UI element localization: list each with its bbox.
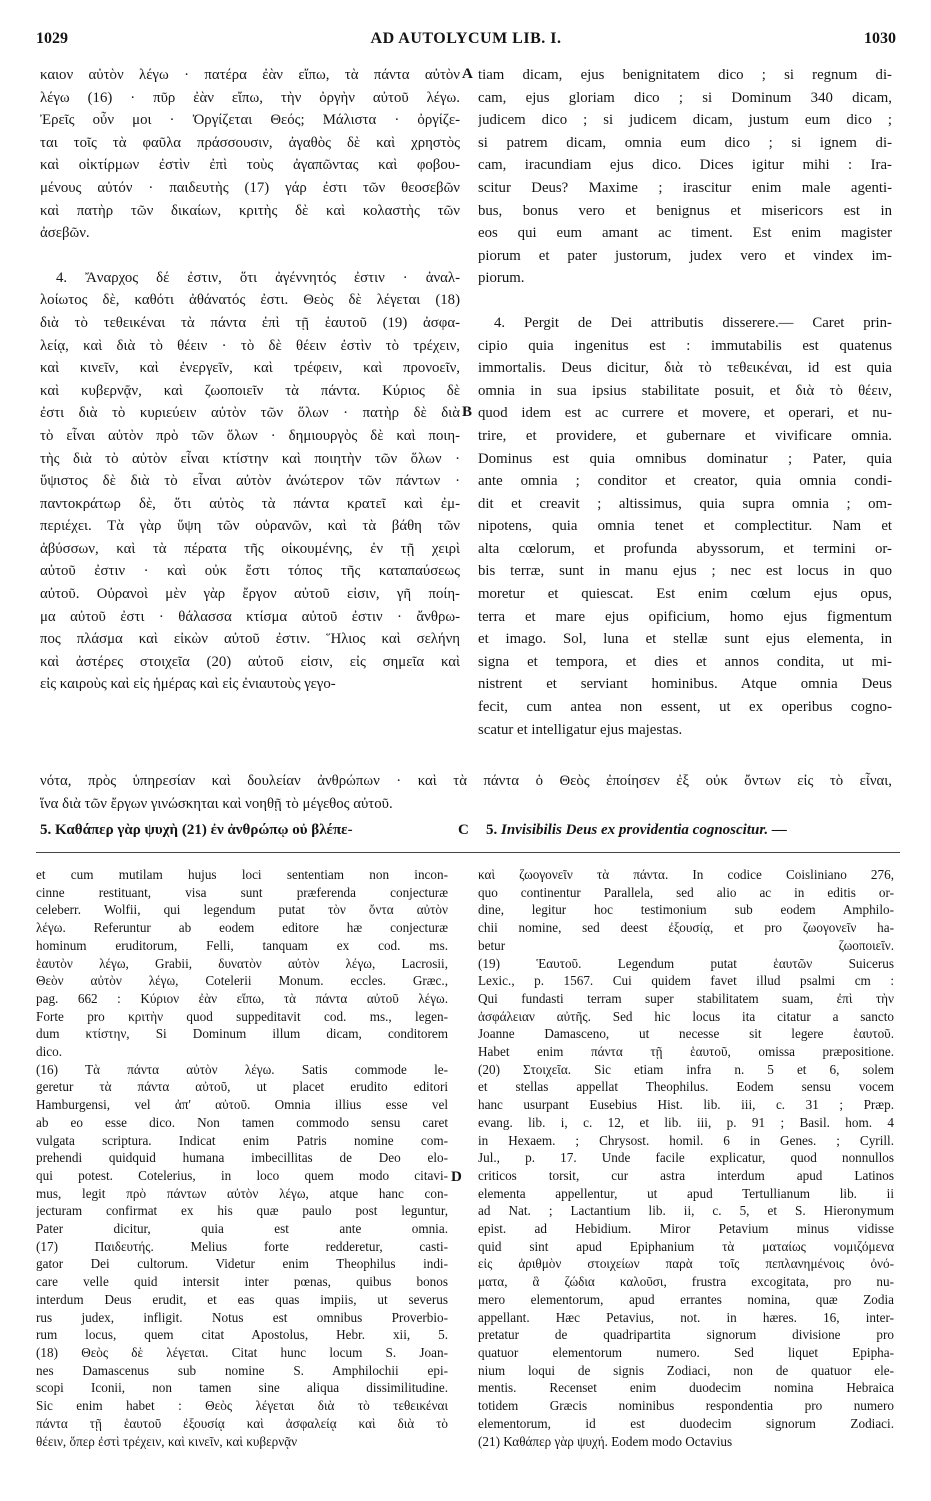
greek-line: ἐστι διὰ τὸ κυριεύειν αὐτὸν τῶν ὅλων · πατὴρ δὲ διὰ: [40, 405, 460, 422]
footnote-line: chii nomine, sed deest ἐξουσίᾳ, et pro ζωογονεῖν ha-: [478, 920, 894, 936]
latin-line: cam, ejus gloriam dico ; si Dominum 340 dicam,: [478, 89, 892, 106]
greek-line: καιον αὐτὸν λέγω · πατέρα ἐὰν εἴπω, τὰ πάντα αὐτὸν: [40, 67, 460, 83]
footnotes-right-column: [478, 866, 894, 1450]
latin-line: judicem dico ; si judicem dicam, justum eum dico ;: [478, 112, 892, 129]
greek-line: νότα, πρὸς ὑπηρεσίαν καὶ δουλείαν ἀνθρώπων · καὶ τὰ πάντα ὁ Θεὸς ἐποίησεν ἐξ οὐκ ὄντων εἰς τὸ εἶναι,: [40, 773, 892, 789]
greek-line: αὐτοῦ ἐστιν · καὶ οὐκ ἔστι τόπος τῆς καταπαύσεως: [40, 563, 460, 580]
footnote-line: scopi Iconii, non tamen sine aliqua dissimilitudine.: [36, 1380, 448, 1396]
latin-line: terra et mare ejus opificium, homo ejus figmentum: [478, 608, 892, 625]
greek-line: τὸ εἶναι αὐτὸν πρὸ τῶν ὅλων · δημιουργὸς δὲ καὶ ποιη-: [40, 427, 460, 444]
latin-line: cam, iracundiam ejus dico. Dices igitur mihi : Ira-: [478, 157, 892, 174]
section-5-latin: [486, 822, 787, 839]
column-marker-d: D: [451, 1169, 462, 1185]
footnote-line: λέγω. Referuntur ab eodem editore hæ conjecturæ: [36, 920, 448, 936]
footnote-line: ἑαυτὸν λέγω, Grabii, δυνατὸν αὐτὸν λέγω, Lacrosii,: [36, 955, 448, 971]
footnote-line: Jul., p. 17. Unde facile explicatur, quod nonnullos: [478, 1150, 894, 1166]
footnote-line: Sic enim habet : Θεὸς λέγεται διὰ τὸ τεθεικέναι: [36, 1398, 448, 1414]
latin-line: piorum.: [478, 270, 525, 287]
greek-line: ὕψιστος δὲ διὰ τὸ εἶναι αὐτὸν ἀνώτερον τῶν πάντων ·: [40, 473, 460, 490]
greek-line: Ἐρεῖς οὖν μοι · Ὀργίζεται Θεός; Μάλιστα · ὀργίζε-: [40, 112, 460, 129]
greek-line: ἀβύσσων, καὶ τὰ πέρατα τῆς οἰκουμένης, ἐν τῇ χειρὶ: [40, 540, 460, 557]
footnote-line: prehendi quidquid humana imbecillitas de Deo elo-: [36, 1150, 448, 1166]
latin-line: bis terræ, sunt in manu ejus ; nec est locus in quo: [478, 563, 892, 580]
footnote-line: θέειν, ὅπερ ἐστὶ τρέχειν, καὶ κινεῖν, καὶ κυβερνᾷν: [36, 1433, 298, 1449]
greek-line: μα αὐτοῦ ἐστι · θάλασσα κτίσμα αὐτοῦ ἐστιν · ἄνθρω-: [40, 608, 460, 625]
footnote-line: ματα, ἃ ζώδια καλοῦσι, frustra excogitata, pro nu-: [478, 1274, 894, 1290]
greek-line: λοίωτος δὲ, καθότι ἀθάνατός ἐστι. Θεὸς δὲ λέγεται (18): [40, 292, 460, 309]
footnote-line: nium loqui de signis Zodiaci, non de quatuor ele-: [478, 1362, 894, 1378]
greek-line: περιέχει. Τὰ γὰρ ὕψη τῶν οὐρανῶν, καὶ τὰ βάθη τῶν: [40, 518, 460, 535]
footnote-line: elementorum, id est duodecim signorum Zodiaci.: [478, 1415, 894, 1431]
footnote-line: Habet enim πάντα τῇ ἑαυτοῦ, omissa præpositione.: [478, 1044, 894, 1060]
footnote-line: in Hexaem. ; Chrysost. homil. 6 in Genes. ; Cyrill.: [478, 1132, 894, 1148]
footnote-line: ἀσφάλειαν αὐτῆς. Sed hic locus ita citatur a sancto: [478, 1008, 894, 1024]
latin-line: si patrem dicam, omnia eum dico ; si ignem di-: [478, 134, 892, 151]
footnote-line: interdum Deus erudit, et eas quas impiis, ut severus: [36, 1291, 448, 1307]
footnote-line: (19) Ἑαυτοῦ. Legendum putat ἑαυτῶν Suicerus: [478, 955, 894, 971]
page-header: [36, 30, 896, 54]
latin-line: moretur et quiescat. Est enim cœlum ejus opus,: [478, 586, 892, 603]
footnote-rule: [36, 852, 900, 853]
greek-line: ται τοῖς τὰ φαῦλα πράσσουσιν, ἀγαθὸς δὲ καὶ χρηστὸς: [40, 134, 460, 151]
latin-line: signa et tempora, et dies et annos condita, ut mi-: [478, 653, 892, 670]
latin-line: eos qui eum amant ac timent. Est enim magister: [478, 225, 892, 242]
page-number-right: 1030: [864, 30, 896, 47]
latin-line: ante omnia ; conditor et creator, quia omnia condi-: [478, 473, 892, 490]
greek-line: μένους αὐτόν · παιδευτὴς (17) γάρ ἐστι τῶν θεοσεβῶν: [40, 179, 460, 196]
section-5-number: 5.: [486, 822, 498, 838]
footnote-line: appellant. Hæc Petavius, not. in hæres. 16, inter-: [478, 1309, 894, 1325]
greek-line: καὶ κυβερνᾷν, καὶ ζωοποιεῖν τὰ πάντα. Κύριος δὲ: [40, 382, 460, 399]
column-marker-b: B: [462, 404, 473, 420]
latin-line: fecit, cum antea non essent, ut ex operibus cogno-: [478, 699, 892, 716]
footnote-line: mus, legit πρὸ πάντων αὐτὸν λέγω, atque hanc con-: [36, 1185, 448, 1201]
footnote-line: dum κτίστην, Si Dominum illum dicam, conditorem: [36, 1026, 448, 1042]
footnote-line: (16) Τὰ πάντα αὐτὸν λέγω. Satis commode le-: [36, 1061, 448, 1077]
footnote-line: mentis. Recenset enim duodecim nomina Hebraica: [478, 1380, 894, 1396]
latin-line: piorum et pater justorum, judex vero et vindex im-: [478, 247, 892, 264]
greek-line: καὶ κινεῖν, καὶ ἐνεργεῖν, καὶ τρέφειν, καὶ προνοεῖν,: [40, 360, 460, 377]
greek-line: διὰ τὸ τεθεικέναι τὰ πάντα ἐπὶ τῇ ἑαυτοῦ (19) ἀσφα-: [40, 314, 460, 331]
greek-line: πος πλάσμα καὶ εἰκὼν αὐτοῦ ἐστιν. Ἥλιος καὶ σελήνη: [40, 631, 460, 648]
latin-line: et imago. Sol, luna et stellæ sunt ejus elementa, in: [478, 631, 892, 648]
footnote-line: (21) Καθάπερ γὰρ ψυχή. Eodem modo Octavius: [478, 1433, 733, 1449]
latin-line: dit et creavit ; altissimus, quia supra omnia ; om-: [478, 495, 892, 512]
latin-paragraph-4: [478, 312, 892, 741]
greek-fullwidth-lines: [40, 770, 892, 815]
greek-line: καὶ πατὴρ τῶν δικαίων, κριτὴς δὲ καὶ κολαστὴς τῶν: [40, 202, 460, 219]
latin-line: scitur Deus? Maxime ; irascitur enim male agenti-: [478, 179, 892, 196]
footnote-line: Forte pro κριτὴν quod suppeditavit cod. ms., legen-: [36, 1008, 448, 1024]
latin-column: [478, 64, 892, 741]
latin-line: quod idem est ac currere et movere, et operari, et nu-: [478, 405, 892, 422]
latin-line: nipotens, quia omnia tenet et complectitur. Nam et: [478, 518, 892, 535]
greek-line: λείᾳ, καὶ διὰ τὸ θέειν · τὸ δὲ θέειν ἐστὶν τὸ τρέχειν,: [40, 337, 460, 354]
footnote-line: καὶ ζωογονεῖν τὰ πάντα. In codice Coisliniano 276,: [478, 867, 894, 882]
footnote-line: πάντα τῇ ἑαυτοῦ ἐξουσίᾳ καὶ ἀσφαλείᾳ καὶ διὰ τὸ: [36, 1415, 448, 1431]
footnote-line: quo continentur Parallela, sed alio ac in editis or-: [478, 884, 894, 900]
latin-line: 4. Pergit de Dei attributis disserere.— Caret prin-: [494, 314, 892, 331]
footnote-line: (17) Παιδευτής. Melius forte redderetur, casti-: [36, 1238, 448, 1254]
greek-line: καὶ οἰκτίρμων ἐστὶν ἐπὶ τοὺς ἀγαπῶντας καὶ φοβου-: [40, 157, 460, 174]
footnote-line: ab eo esse dico. Non tamen commodo sensu caret: [36, 1114, 448, 1130]
latin-line: bus, bonus vero et benignus et misericors est in: [478, 202, 892, 219]
footnote-line: Qui fundasti terram super stabilitatem suam, ἐπὶ τὴν: [478, 990, 894, 1006]
footnote-line: elementa appellentur, ut apud Tertullianum lib. ii: [478, 1185, 894, 1201]
footnote-line: quatuor elementorum numero. Sed liquet Epipha-: [478, 1344, 894, 1360]
footnote-line: qui potest. Cotelerius, in loco quem modo citavi-: [36, 1167, 448, 1183]
greek-line: τὴς διὰ τὸ αὐτὸν εἶναι κτίστην καὶ ποιητὴν τῶν ὅλων ·: [40, 450, 460, 467]
latin-line: trire, et providere, et gubernare et vivificare omnia.: [478, 427, 892, 444]
footnote-line: Pater dicitur, quia est ante omnia.: [36, 1221, 448, 1237]
footnotes-left-column: [36, 866, 448, 1450]
latin-line: cipio quia ingenitus est : immutabilis est quatenus: [478, 337, 892, 354]
footnote-line: geretur τὰ πάντα αὐτοῦ, ut placet erudito editori: [36, 1079, 448, 1095]
footnote-line: care velle quid intersit inter pœnas, quibus bonos: [36, 1274, 448, 1290]
greek-line: εἰς καιροὺς καὶ εἰς ἡμέρας καὶ εἰς ἐνιαυτοὺς γεγο-: [40, 676, 336, 693]
footnote-line: hanc usurpant Eusebius Hist. lib. iii, c. 31 ; Præp.: [478, 1097, 894, 1113]
footnote-line: mero elementorum, apud errantes nomina, quæ Zodia: [478, 1291, 894, 1307]
latin-line: immortalis. Deus dicitur, διὰ τὸ τεθεικέναι, id est quia: [478, 360, 892, 377]
greek-line: αὐτοῦ. Οὐρανοὶ μὲν γὰρ ἔργον αὐτοῦ εἰσιν, γῆ ποίη-: [40, 586, 460, 603]
footnote-line: vulgata scriptura. Indicat enim Patris nomine com-: [36, 1132, 448, 1148]
footnote-line: epist. ad Hebidium. Miror Petavium minus vidisse: [478, 1221, 894, 1237]
section-5-greek: 5. Καθάπερ γὰρ ψυχὴ (21) ἐν ἀνθρώπῳ οὐ βλέπε-: [40, 822, 353, 838]
latin-paragraph-3-end: [478, 64, 892, 290]
latin-line: scatur et intelligatur ejus majestas.: [478, 721, 683, 738]
greek-line: ἀσεβῶν.: [40, 225, 90, 242]
section-5-title: Invisibilis Deus ex providentia cognoscitur. —: [501, 822, 787, 838]
column-marker-c: C: [458, 822, 469, 838]
footnote-line: gator Dei cultorum. Videtur enim Theophilus indi-: [36, 1256, 448, 1272]
footnote-line: betur ζωοποιεῖν.: [478, 937, 894, 953]
running-title: AD AUTOLYCUM LIB. I.: [370, 30, 562, 47]
footnote-line: Joanne Damasceno, ut necesse sit legere ἑαυτοῦ.: [478, 1026, 894, 1042]
footnote-line: quid sint apud Epiphanium τὰ ματαίως νομιζόμενα: [478, 1238, 894, 1254]
footnote-line: et stellas appellat Theophilus. Eodem sensu vocem: [478, 1079, 894, 1095]
footnote-line: Lexic., p. 1567. Cui quidem favet illud psalmi cm :: [478, 973, 894, 989]
greek-line: καὶ ἀστέρες στοιχεῖα (20) αὐτοῦ εἰσιν, εἰς σημεῖα καὶ: [40, 653, 460, 670]
greek-column: [40, 64, 460, 696]
footnote-line: εἰς ἀριθμὸν στοιχείων παρὰ τοῖς πεπλανημένοις ὀνό-: [478, 1256, 894, 1272]
latin-line: nistrent et serviant hominibus. Atque omnia Deus: [478, 676, 892, 693]
footnote-line: Θεὸν αὐτὸν λέγω, Cotelerii Monum. eccles. Græc.,: [36, 973, 448, 989]
footnote-line: rus judex, infligit. Notus est omnibus Proverbio-: [36, 1309, 448, 1325]
latin-line: tiam dicam, ejus benignitatem dico ; si regnum di-: [478, 67, 892, 83]
greek-line: 4. Ἄναρχος δέ ἐστιν, ὅτι ἀγέννητός ἐστιν · ἀναλ-: [56, 269, 460, 286]
footnote-line: ad Nat. ; Lactantium lib. ii, c. 5, et S. Hieronymum: [478, 1203, 894, 1219]
latin-line: omnia in sua ipsius stabilitate posuit, et διὰ τὸ θέειν,: [478, 382, 892, 399]
footnote-line: hominum eruditorum, Felli, tanquam ex cod. ms.: [36, 937, 448, 953]
greek-line: ἵνα διὰ τῶν ἔργων γινώσκηται καὶ νοηθῇ τὸ μέγεθος αὐτοῦ.: [40, 795, 393, 812]
footnote-line: pag. 662 : Κύριον ἐὰν εἴπω, τὰ πάντα αὐτοῦ λέγω.: [36, 990, 448, 1006]
footnote-line: criticos torsit, cur astra interdum apud Latinos: [478, 1167, 894, 1183]
greek-line: λέγω (16) · πῦρ ἐὰν εἴπω, τὴν ὀργὴν αὐτοῦ λέγω.: [40, 89, 460, 106]
footnote-line: jecturam confirmat ex his quæ paulo post leguntur,: [36, 1203, 448, 1219]
footnote-line: totidem Græcis nominibus respondentia pro numero: [478, 1398, 894, 1414]
footnote-line: dine, legitur hoc testimonium sub eodem Amphilo-: [478, 902, 894, 918]
page-number-left: 1029: [36, 30, 68, 47]
latin-line: Dominus est quia omnibus dominatur ; Pater, quia: [478, 450, 892, 467]
footnote-line: (18) Θεὸς δὲ λέγεται. Citat hunc locum S. Joan-: [36, 1344, 448, 1360]
footnote-line: Hamburgensi, vel ἀπ' αὐτοῦ. Omnia illius esse vel: [36, 1097, 448, 1113]
footnote-line: cinne restituant, visa sunt præferenda conjecturæ: [36, 884, 448, 900]
footnote-line: pretatur de quadripartita signorum divisione pro: [478, 1327, 894, 1343]
footnote-line: evang. lib. i, c. 12, et lib. iii, p. 91 ; Basil. hom. 4: [478, 1114, 894, 1130]
greek-paragraph-3-end: [40, 64, 460, 245]
greek-line: παντοκράτωρ δὲ, ὅτι αὐτὸς τὰ πάντα κρατεῖ καὶ ἐμ-: [40, 495, 460, 512]
footnote-line: dico.: [36, 1044, 63, 1060]
footnote-line: rum locus, quem citat Apostolus, Hebr. xii, 5.: [36, 1327, 448, 1343]
footnote-line: celeberr. Wolfii, qui legendum putat τὸν ὄντα αὐτὸν: [36, 902, 448, 918]
footnote-line: et cum mutilam hujus loci sententiam non incon-: [36, 867, 448, 882]
column-marker-a: A: [462, 66, 473, 82]
greek-paragraph-4: [40, 267, 460, 696]
footnote-line: (20) Στοιχεῖα. Sic etiam infra n. 5 et 6, solem: [478, 1061, 894, 1077]
footnote-line: nes Damascenus sub nomine S. Amphilochii epi-: [36, 1362, 448, 1378]
latin-line: alta cœlorum, et profunda abyssorum, et termini or-: [478, 540, 892, 557]
